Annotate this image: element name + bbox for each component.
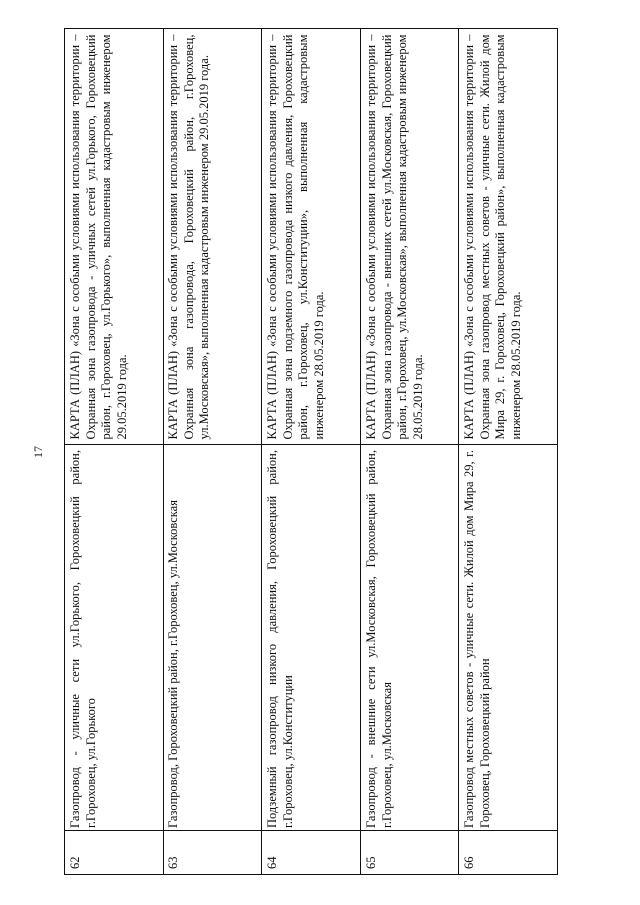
map-description: КАРТА (ПЛАН) «Зона с особыми условиями использования территории – Охранная зона газопровода, Гороховецкий район, г.Гороховец, ул.Московская», выполненная кадастровым инженером 29.05.2019 года. [166,34,212,439]
object-name: Подземный газопровод низкого давления, Гороховецкий район, г.Гороховец, ул.Конституции [264,449,295,828]
map-description: КАРТА (ПЛАН) «Зона с особыми условиями использования территории – Охранная зона газопровод местных советов - уличные сети. Жилой дом Мира 29, г. Гороховец, Гороховецкий район», выполненная кадастровым инженером 28.05.2019 года. [462,34,523,439]
zones-table [64,28,558,875]
number-cell [65,830,163,874]
number-cell [164,830,262,874]
table-row [164,29,263,874]
map-description: КАРТА (ПЛАН) «Зона с особыми условиями использования территории – Охранная зона подземного газопровода низкого давления, Гороховецкий район, г.Гороховец, ул.Конституции», выполненная кадастровым инженером 28.05.2019 года. [264,34,326,439]
row-number: 64 [264,856,279,869]
object-name: Газопровод - уличные сети ул.Горького, Гороховецкий район, г.Гороховец, ул.Горького [67,449,98,828]
page-number: 17 [31,446,45,458]
map-cell [361,29,459,444]
map-cell [262,29,360,444]
map-cell [164,29,262,444]
table-row [361,29,460,874]
map-cell [459,29,557,444]
object-name: Газопровод местных советов - уличные сети. Жилой дом Мира 29, г. Гороховец, Гороховецкий район [462,449,492,828]
table-row [65,29,164,874]
name-cell [262,444,360,832]
name-cell [361,444,459,832]
row-number: 66 [462,856,477,869]
number-cell [459,830,557,874]
number-cell [361,830,459,874]
table-row [262,29,361,874]
row-number: 63 [166,856,181,869]
object-name: Газопровод, Гороховецкий район, г.Гороховец, ул.Московская [166,499,181,828]
map-cell [65,29,163,444]
name-cell [459,444,557,832]
table-row [459,29,557,874]
name-cell [164,444,262,832]
number-cell [262,830,360,874]
row-number: 65 [363,856,378,869]
object-name: Газопровод - внешние сети ул.Московская, Гороховецкий район, г.Гороховец, ул.Московская [363,449,394,828]
map-description: КАРТА (ПЛАН) «Зона с особыми условиями использования территории – Охранная зона газопровода - уличных сетей ул.Горького, Гороховецкий район, г.Гороховец, ул.Горького», выполненная кадастровым инженером 29.05.2019 года. [67,34,129,439]
row-number: 62 [67,856,82,869]
map-description: КАРТА (ПЛАН) «Зона с особыми условиями использования территории – Охранная зона газопровода - внешних сетей ул.Московская, Гороховецкий район, г.Гороховец, ул.Московская», выполненная кадастровым инженером 28.05.2019 года. [363,34,425,439]
name-cell [65,444,163,832]
